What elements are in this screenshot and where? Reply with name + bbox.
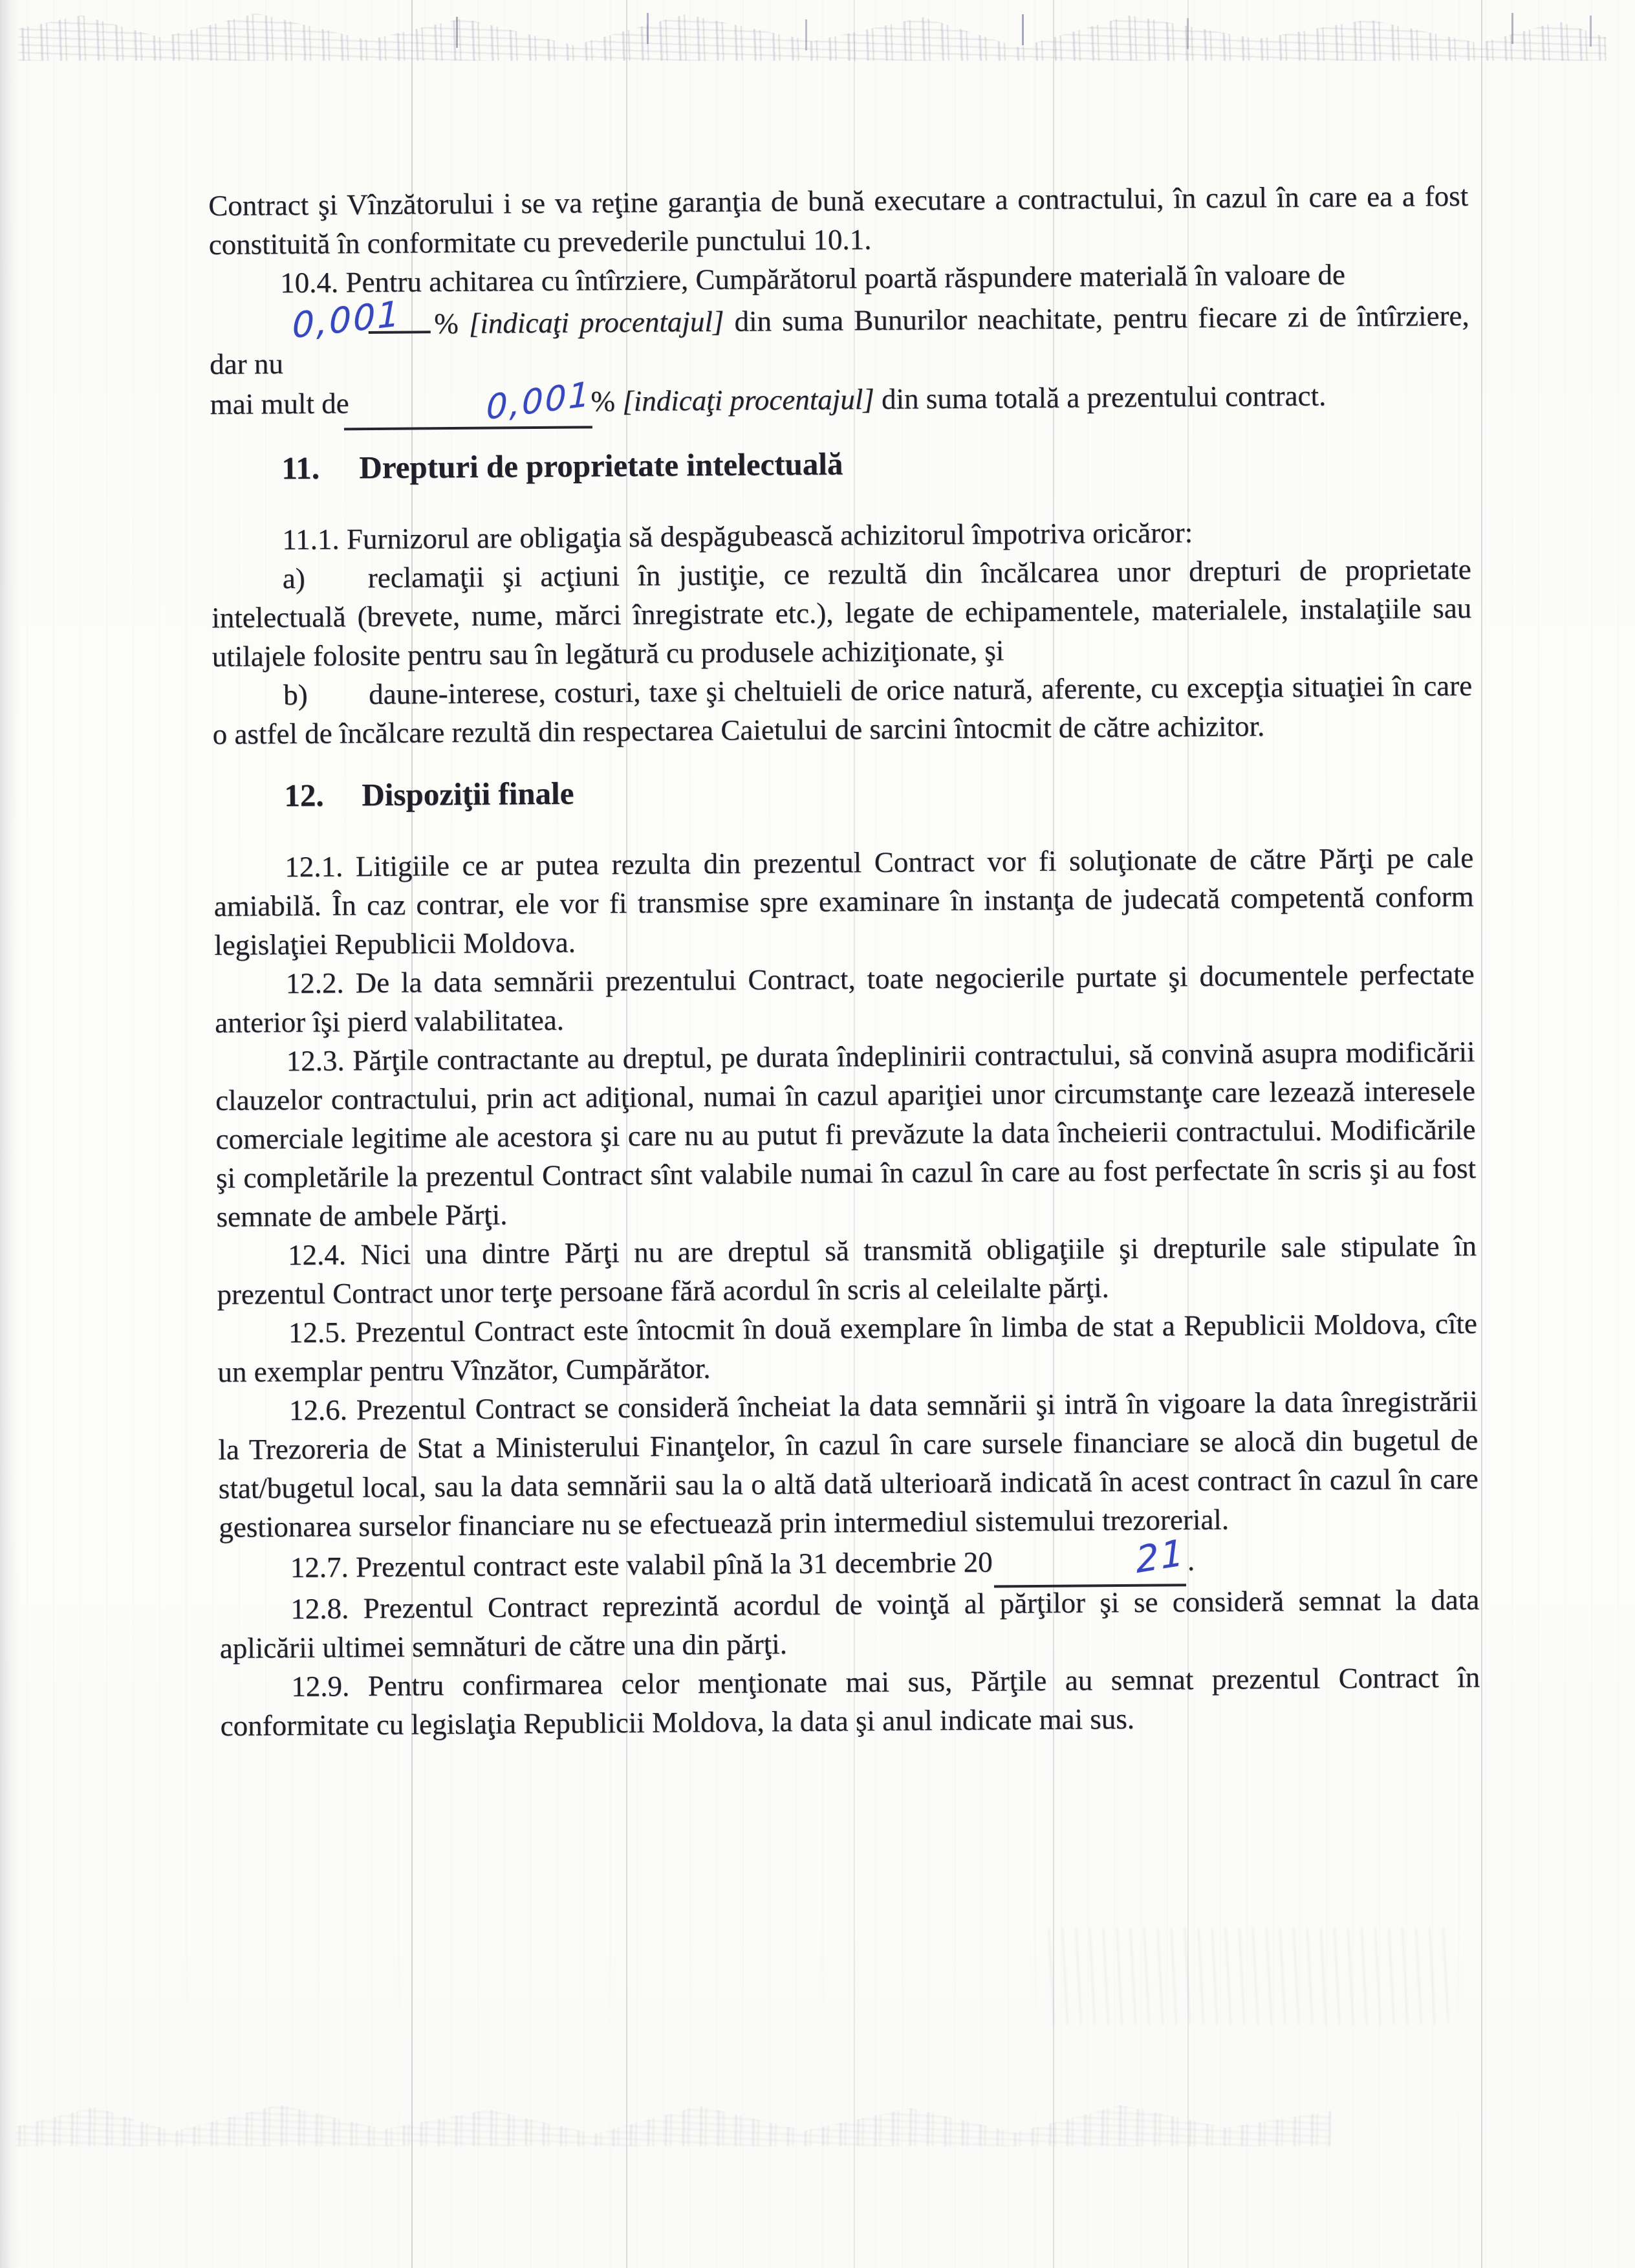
clause-11-1: 11.1. Furnizorul are obligaţia să despăgubească achizitorul împotriva oricăror: xyxy=(282,516,1193,556)
section-11-heading xyxy=(281,440,1470,488)
section-11-number: 11. xyxy=(281,450,320,486)
clause-10-4-continuation: mai mult de xyxy=(210,387,349,420)
item-b-label: b) xyxy=(283,678,308,712)
clause-12-9: 12.9. Pentru confirmarea celor menţionate mai sus, Părţile au semnat prezentul Contract în conformitate cu legislaţia Republicii Moldova, la data şi anul indicate mai sus. xyxy=(220,1661,1480,1742)
handwritten-percent-1: 0,001 xyxy=(292,292,402,347)
item-a-label: a) xyxy=(282,562,305,595)
clause-12-7-tail: . xyxy=(1187,1544,1195,1577)
contract-body xyxy=(208,177,1480,1745)
clause-12-1: 12.1. Litigiile ce ar putea rezulta din prezentul Contract vor fi soluţionate de către Părţi pe cale amiabilă. În caz contrar, ele vor fi transmise spre examinare în instanţa de judecată competentă conform legislaţiei Republicii Moldova. xyxy=(213,841,1474,961)
placeholder-hint-2: [indicaţi procentajul] xyxy=(622,382,874,417)
scan-edge-shadow xyxy=(0,0,19,2268)
clause-10-3-continuation: Contract şi Vînzătorului i se va reţine garanţia de bună executare a contractului, în cazul în care ea a fost constituită în conformitate cu prevederile punctului 10.1. xyxy=(208,179,1469,261)
percent-sign-1: % xyxy=(434,307,459,340)
item-b-text: daune-interese, costuri, taxe şi cheltuieli de orice natură, aferente, cu excepţia situaţiei în care o astfel de încălcare rezultă din respectarea Caietului de sarcini întocmit de către achizitor. xyxy=(212,669,1473,750)
handwritten-year: 21 xyxy=(1134,1531,1187,1582)
clause-12-5: 12.5. Prezentul Contract este întocmit în două exemplare în limba de stat a Republicii Moldova, cîte un exemplar pentru Vînzător, Cumpărător. xyxy=(217,1307,1478,1388)
filled-year-blank xyxy=(993,1531,1187,1587)
clause-12-7-lead: 12.7. Prezentul contract este valabil pînă la 31 decembrie 20 xyxy=(290,1545,993,1584)
clause-10-4-tail: din suma totală a prezentului contract. xyxy=(881,379,1326,415)
clause-12-2: 12.2. De la data semnării prezentului Contract, toate negocierile purtate şi documentele perfectate anterior îşi pierd valabilitatea. xyxy=(214,957,1475,1039)
item-a-text: reclamaţii şi acţiuni în justiţie, ce rezultă din încălcarea unor drepturi de proprietate intelectuală (brevete, nume, mărci înregistrate etc.), legate de echipamentele, materialele, instalaţiile sau utilajele folosite pentru sau în legătură cu produsele achiziţionate, şi xyxy=(211,552,1472,673)
placeholder-hint-1: [indicaţi procentajul] xyxy=(468,305,724,340)
clause-11-1-item-a xyxy=(211,550,1472,676)
section-12-number: 12. xyxy=(284,777,324,814)
clause-12-3: 12.3. Părţile contractante au dreptul, pe durata îndeplinirii contractului, să convină asupra modificării clauzelor contractului, prin act adiţional, numai în cazul apariţiei unor circumstanţe care lezează interesele comerciale legitime ale acestora şi care nu au putut fi prevăzute la data încheierii contractului. Modificările şi completările la prezentul Contract sînt valabile numai în cazul în care au fost perfectate în scris şi au fost semnate de ambele Părţi. xyxy=(215,1035,1477,1233)
scan-noise-blob xyxy=(1048,1928,1449,2025)
section-12-title: Dispoziţii finale xyxy=(362,775,574,813)
clause-11-1-item-b xyxy=(212,666,1473,754)
clause-12-6: 12.6. Prezentul Contract se consideră încheiat la data semnării şi intră în vigoare la data înregistrării la Trezoreria de Stat a Ministerului Finanţelor, în cazul în care sursele financiare se alocă din bugetul de stat/bugetul local, sau la data semnării sau la o altă dată ulterioară indicată în acest contract în cazul în care gestionarea surselor financiare nu se efectuează prin intermediul sistemului trezorerial. xyxy=(218,1384,1478,1543)
fold-line xyxy=(1481,0,1482,2268)
section-11-title: Drepturi de proprietate intelectuală xyxy=(359,446,843,486)
section-12-heading xyxy=(284,767,1473,815)
clause-12-8: 12.8. Prezentul Contract reprezintă acordul de voinţă al părţilor şi se consideră semnat la data aplicării ultimei semnături de către una din părţi. xyxy=(219,1583,1480,1664)
clause-10-4-middle: din suma Bunurilor neachitate, pentru fiecare zi de întîrziere, dar nu xyxy=(209,299,1469,380)
clause-10-4-lead: 10.4. Pentru achitarea cu întîrziere, Cumpărătorul poartă răspundere materială în valoare de xyxy=(279,258,1346,300)
percent-sign-2: % xyxy=(590,385,616,418)
clause-12-4: 12.4. Nici una dintre Părţi nu are dreptul să transmită obligaţiile şi drepturile sale stipulate în prezentul Contract unor terţe persoane fără acordul în scris al celeilalte părţi. xyxy=(217,1229,1477,1311)
clause-10-4 xyxy=(209,254,1470,426)
filled-blank-2 xyxy=(343,375,592,430)
filled-blank-1 xyxy=(149,292,430,347)
handwritten-percent-2: 0,001 xyxy=(486,375,592,428)
